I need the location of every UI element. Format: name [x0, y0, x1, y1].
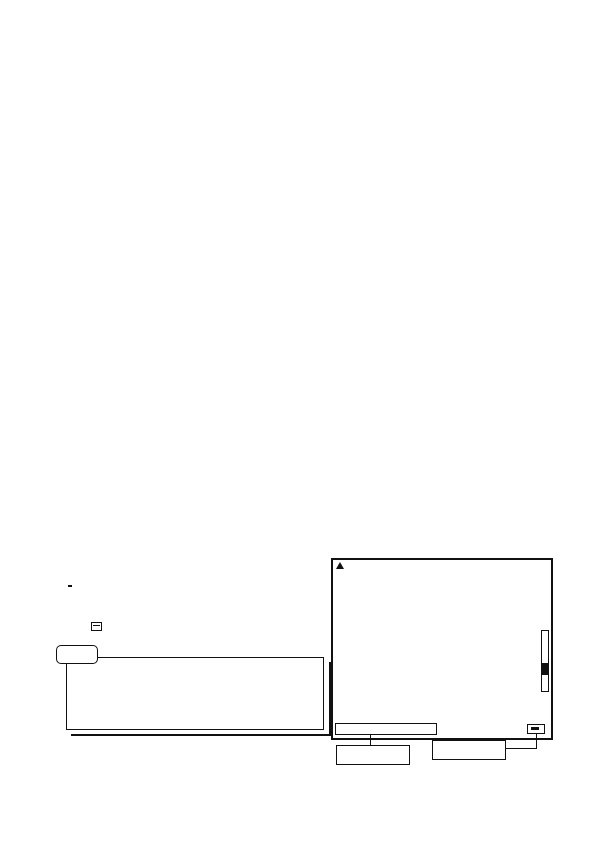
up-arrow-icon [336, 562, 344, 569]
scrollbar-thumb[interactable] [542, 663, 548, 675]
line-status [335, 723, 437, 735]
unread-callout [432, 740, 506, 760]
note-box [66, 657, 324, 730]
unread-mail-icon [91, 622, 102, 631]
unread-leader-line-h [506, 748, 537, 749]
ent-key-icon [68, 585, 72, 587]
scrollbar[interactable] [541, 630, 549, 692]
unread-leader-line-v [536, 733, 537, 749]
note-tab [56, 645, 98, 664]
procedure-step-1-line-3 [90, 619, 103, 633]
navtex-screen [331, 558, 553, 740]
warning-callout [336, 745, 410, 765]
procedure-step-1-line-1 [68, 578, 72, 592]
screen-header [347, 560, 543, 571]
